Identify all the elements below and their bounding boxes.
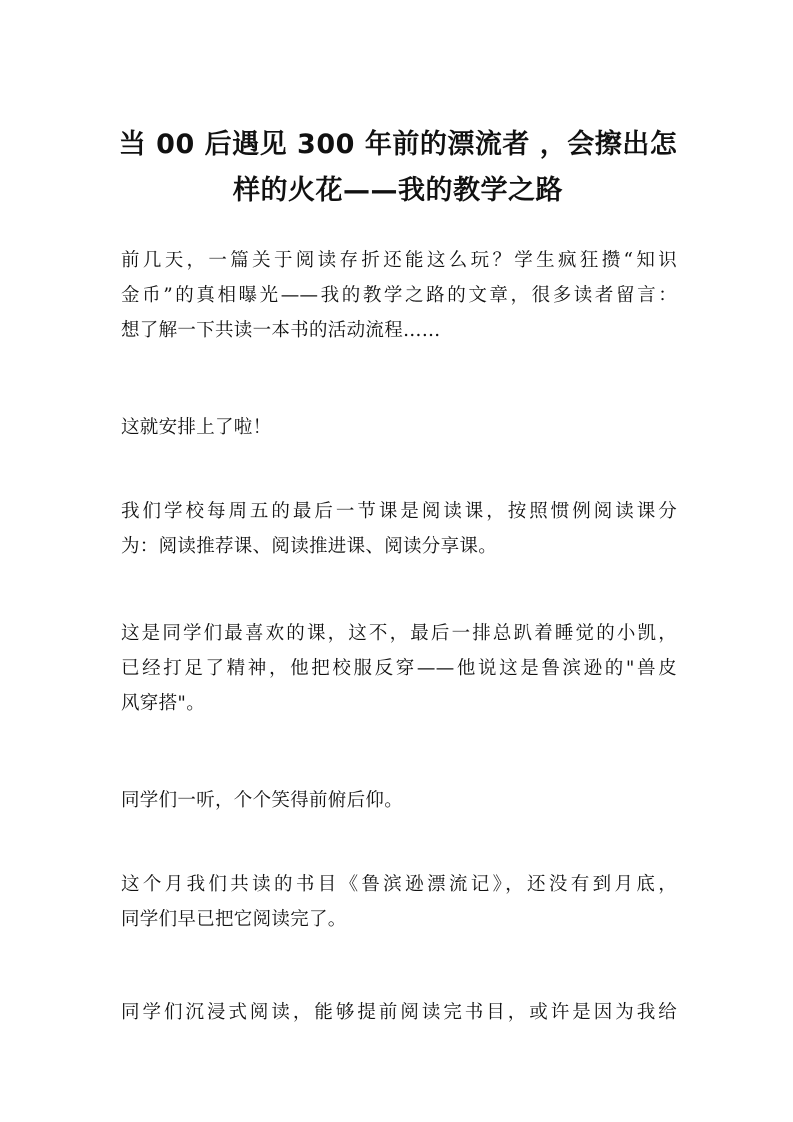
paragraph-line: 已经打足了精神，他把校服反穿——他说这是鲁滨逊的"兽皮 — [121, 658, 677, 679]
paragraph — [121, 995, 677, 1030]
paragraph — [121, 616, 677, 721]
paragraph-line: 金币”的真相曝光——我的教学之路的文章，很多读者留言： — [121, 285, 677, 306]
paragraph — [121, 243, 677, 348]
paragraph-line: 这就安排上了啦！ — [121, 417, 272, 438]
paragraph — [121, 410, 677, 445]
paragraph-line: 前几天，一篇关于阅读存折还能这么玩？学生疯狂攒“知识 — [121, 250, 677, 271]
document-title — [118, 122, 678, 214]
title-line: 当 00 后遇见 300 年前的漂流者 ，会擦出怎 — [118, 129, 678, 160]
paragraph-line: 这是同学们最喜欢的课，这不，最后一排总趴着睡觉的小凯， — [121, 623, 677, 644]
paragraph-line: 同学们一听，个个笑得前俯后仰。 — [121, 790, 404, 811]
paragraph — [121, 494, 677, 564]
title-line: 样的火花——我的教学之路 — [233, 175, 563, 206]
paragraph-line: 风穿搭"。 — [121, 693, 206, 714]
paragraph-line: 我们学校每周五的最后一节课是阅读课，按照惯例阅读课分 — [121, 501, 677, 522]
paragraph-line: 这个月我们共读的书目《鲁滨逊漂流记》，还没有到月底， — [121, 874, 677, 895]
paragraph-line: 为：阅读推荐课、阅读推进课、阅读分享课。 — [121, 536, 498, 557]
paragraph-line: 想了解一下共读一本书的活动流程…… — [121, 320, 441, 341]
paragraph-line: 同学们沉浸式阅读，能够提前阅读完书目，或许是因为我给 — [121, 1002, 677, 1023]
paragraph-line: 同学们早已把它阅读完了。 — [121, 909, 347, 930]
paragraph — [121, 867, 677, 937]
paragraph — [121, 783, 677, 818]
